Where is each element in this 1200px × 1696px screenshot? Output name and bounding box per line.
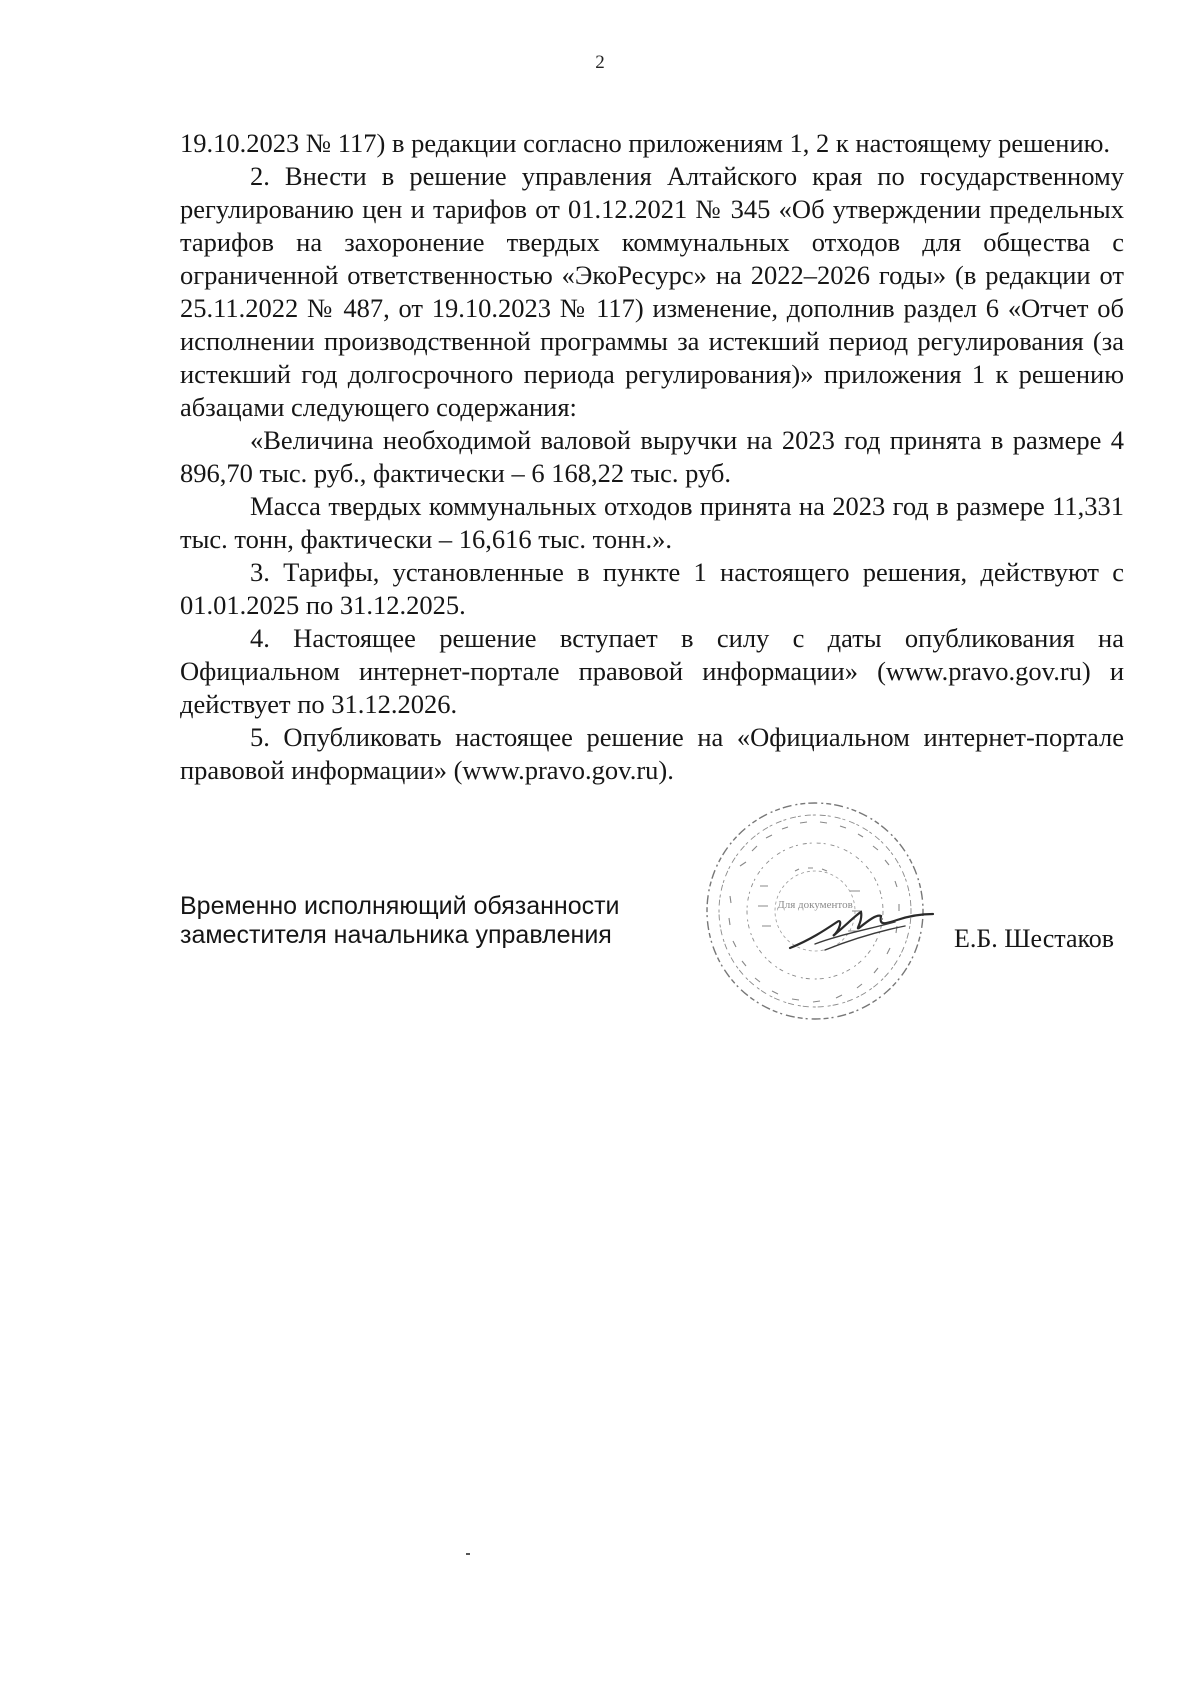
paragraph-item-5: 5. Опубликовать настоящее решение на «Официальном интернет-портале правовой информации» (www.pravo.gov.ru). [180, 722, 1124, 785]
signatory-name: Е.Б. Шестаков [954, 924, 1115, 953]
paragraph-item-3: 3. Тарифы, установленные в пункте 1 настоящего решения, действуют с 01.01.2025 по 31.12.2025. [180, 557, 1124, 620]
signatory-position-line2: заместителя начальника управления [180, 921, 612, 949]
signatory-position-line1: Временно исполняющий обязанности [180, 892, 620, 920]
paragraph-quote-mass: Масса твердых коммунальных отходов принята на 2023 год в размере 11,331 тыс. тонн, фактически – 16,616 тыс. тонн.». [180, 491, 1124, 554]
scan-speck [466, 1553, 470, 1555]
paragraph-item-4: 4. Настоящее решение вступает в силу с даты опубликования на Официальном интернет-портале правовой информации» (www.pravo.gov.ru) и действует по 31.12.2026. [180, 623, 1124, 719]
document-body [180, 127, 1124, 787]
stamp-inner-text: Для документов [777, 899, 853, 911]
handwritten-signature [785, 900, 935, 960]
paragraph-quote-revenue: «Величина необходимой валовой выручки на 2023 год принята в размере 4 896,70 тыс. руб., фактически – 6 168,22 тыс. руб. [180, 425, 1124, 488]
paragraph-continuation: 19.10.2023 № 117) в редакции согласно приложениям 1, 2 к настоящему решению. [180, 128, 1111, 158]
paragraph-item-2: 2. Внести в решение управления Алтайского края по государственному регулированию цен и тарифов от 01.12.2021 № 345 «Об утверждении предельных тарифов на захоронение твердых коммунальных отходов для общества с ограниченной ответственностью «ЭкоРесурс» на 2022–2026 годы» (в редакции от 25.11.2022 № 487, от 19.10.2023 № 117) изменение, дополнив раздел 6 «Отчет об исполнении производственной программы за истекший период регулирования (за истекший год долгосрочного периода регулирования)» приложения 1 к решению абзацами следующего содержания: [180, 161, 1124, 422]
page-number: 2 [595, 52, 605, 73]
signatory-position [180, 892, 620, 950]
